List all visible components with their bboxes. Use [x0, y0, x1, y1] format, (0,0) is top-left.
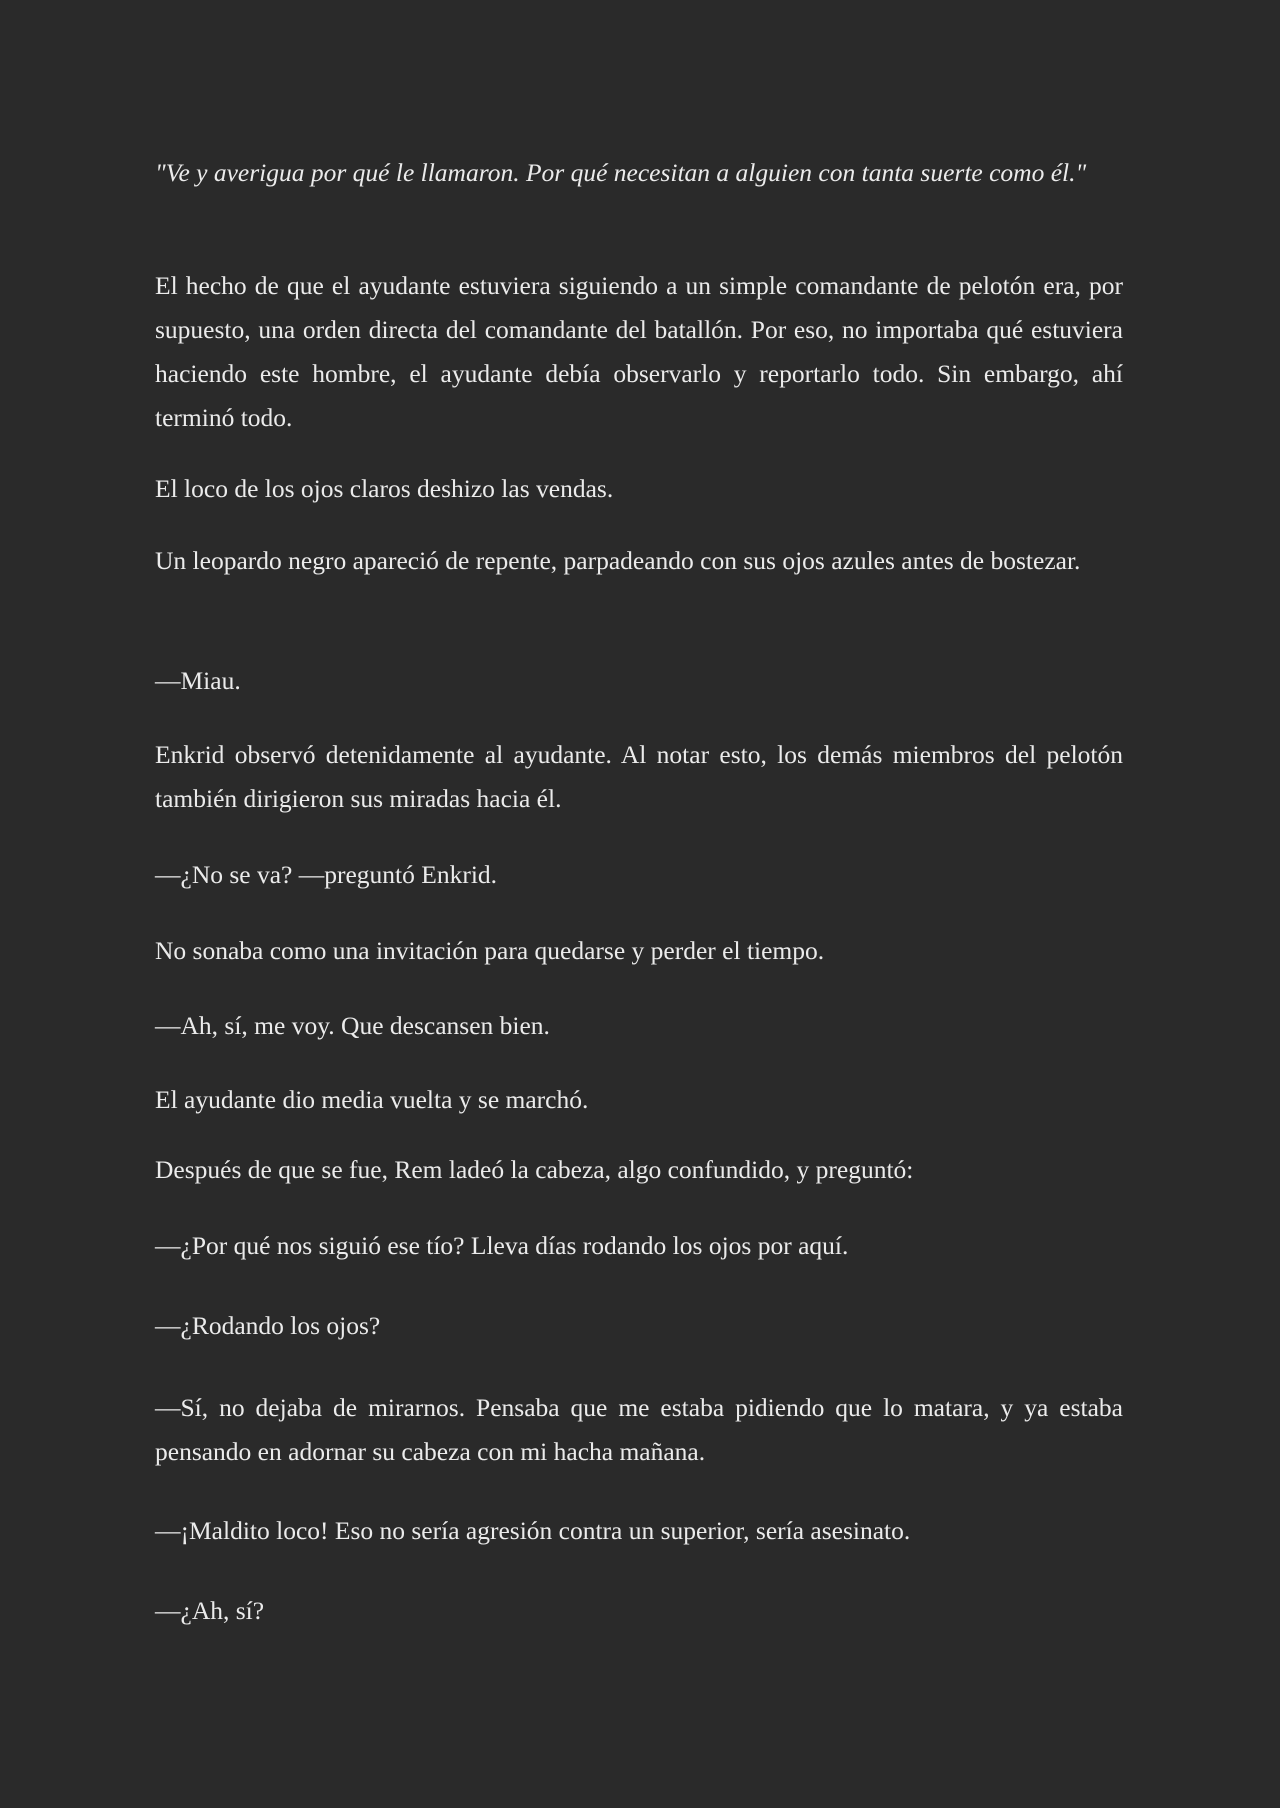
paragraph: Enkrid observó detenidamente al ayudante. Al notar esto, los demás miembros del pelotón también dirigieron sus miradas hacia él. [155, 740, 1123, 813]
dialogue: —Miau. [155, 666, 241, 695]
paragraph: El hecho de que el ayudante estuviera siguiendo a un simple comandante de pelotón era, por supuesto, una orden directa del comandante del batallón. Por eso, no importaba qué estuviera haciendo este hombre, el ayudante debía observarlo y reportarlo todo. Sin embargo, ahí terminó todo. [155, 271, 1123, 432]
paragraph: El loco de los ojos claros deshizo las vendas. [155, 474, 614, 503]
dialogue: —Ah, sí, me voy. Que descansen bien. [155, 1011, 550, 1040]
paragraph-quote: "Ve y averigua por qué le llamaron. Por qué necesitan a alguien con tanta suerte como él." [155, 158, 1087, 187]
paragraph: Después de que se fue, Rem ladeó la cabeza, algo confundido, y preguntó: [155, 1155, 914, 1184]
dialogue: —¿Rodando los ojos? [155, 1311, 381, 1340]
dialogue: —¿Por qué nos siguió ese tío? Lleva días rodando los ojos por aquí. [155, 1231, 849, 1260]
dialogue: —¡Maldito loco! Eso no sería agresión contra un superior, sería asesinato. [155, 1516, 911, 1545]
dialogue: —Sí, no dejaba de mirarnos. Pensaba que me estaba pidiendo que lo matara, y ya estaba pensando en adornar su cabeza con mi hacha mañana. [155, 1393, 1123, 1466]
paragraph: No sonaba como una invitación para quedarse y perder el tiempo. [155, 936, 825, 965]
paragraph: Un leopardo negro apareció de repente, parpadeando con sus ojos azules antes de bostezar. [155, 546, 1081, 575]
dialogue: —¿Ah, sí? [155, 1596, 265, 1625]
dialogue: —¿No se va? —preguntó Enkrid. [155, 860, 498, 889]
paragraph: El ayudante dio media vuelta y se marchó. [155, 1085, 589, 1114]
